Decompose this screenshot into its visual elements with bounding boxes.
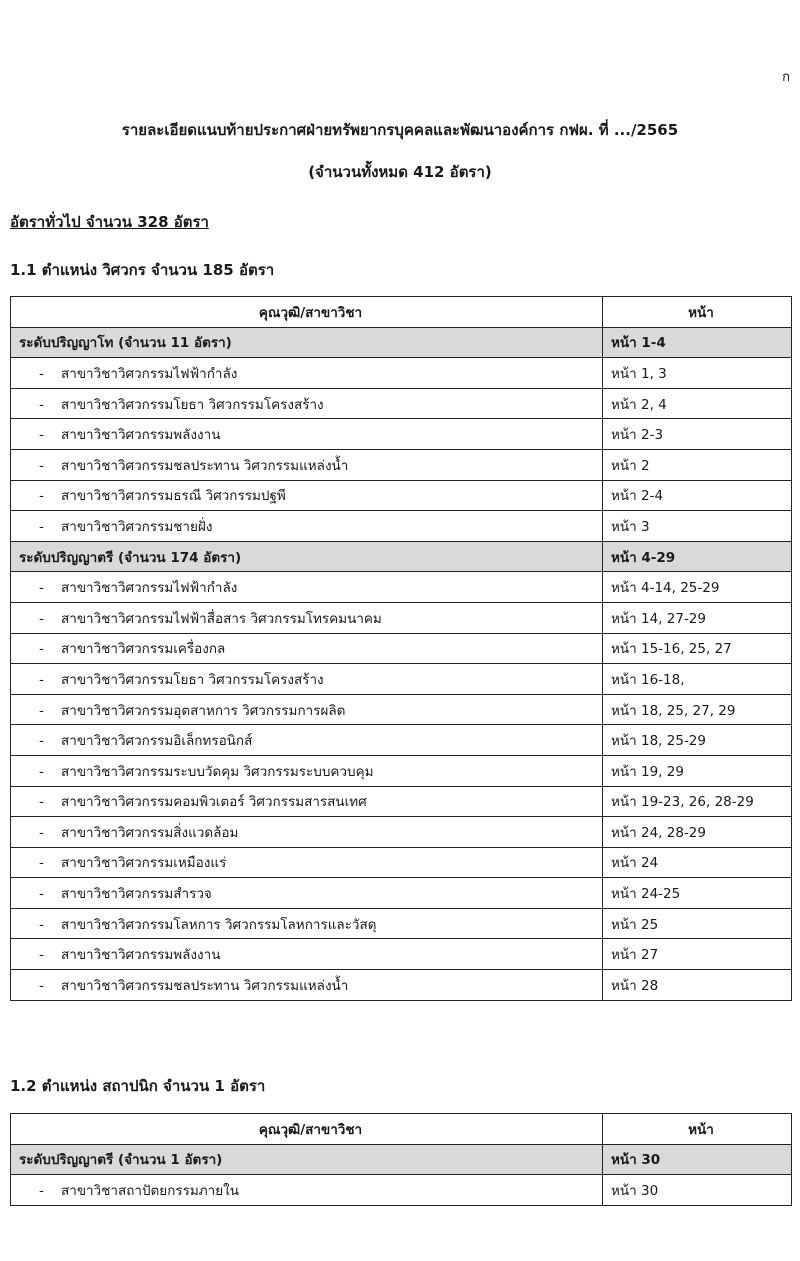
table-row (11, 449, 792, 480)
major-cell (11, 725, 603, 756)
bullet-dash: - (39, 610, 44, 627)
table-row (11, 817, 792, 848)
column-header-page: หน้า (603, 297, 792, 328)
major-name: สาขาวิชาวิศวกรรมเครื่องกล (61, 641, 226, 658)
major-cell (11, 419, 603, 450)
major-name: สาขาวิชาวิศวกรรมคอมพิวเตอร์ วิศวกรรมสารสนเทศ (61, 794, 367, 811)
major-name: สาขาวิชาวิศวกรรมอุตสาหการ วิศวกรรมการผลิต (61, 702, 346, 719)
major-pages: หน้า 3 (603, 511, 792, 542)
bullet-dash: - (39, 457, 44, 474)
major-pages: หน้า 2-3 (603, 419, 792, 450)
major-cell (11, 572, 603, 603)
column-header-qualification: คุณวุฒิ/สาขาวิชา (11, 297, 603, 328)
major-pages: หน้า 1, 3 (603, 358, 792, 389)
column-header-qualification: คุณวุฒิ/สาขาวิชา (11, 1114, 603, 1145)
degree-level-pages: หน้า 30 (603, 1144, 792, 1175)
major-name: สาขาวิชาวิศวกรรมไฟฟ้ากำลัง (61, 580, 238, 597)
major-cell (11, 633, 603, 664)
major-pages: หน้า 18, 25, 27, 29 (603, 694, 792, 725)
table-row (11, 755, 792, 786)
major-cell (11, 511, 603, 542)
bullet-dash: - (39, 763, 44, 780)
bullet-dash: - (39, 824, 44, 841)
table-row (11, 908, 792, 939)
major-pages: หน้า 18, 25-29 (603, 725, 792, 756)
table-row (11, 633, 792, 664)
bullet-dash: - (39, 518, 44, 535)
section-heading: อัตราทั่วไป จำนวน 328 อัตรา (10, 213, 209, 231)
qualification-table (10, 1113, 792, 1206)
major-pages: หน้า 14, 27-29 (603, 602, 792, 633)
degree-level-row (11, 1144, 792, 1175)
table-row (11, 511, 792, 542)
major-cell (11, 449, 603, 480)
degree-level-label: ระดับปริญญาตรี (จำนวน 174 อัตรา) (11, 541, 603, 572)
table-row (11, 970, 792, 1001)
degree-level-row (11, 541, 792, 572)
major-pages: หน้า 16-18, (603, 664, 792, 695)
table-row (11, 664, 792, 695)
bullet-dash: - (39, 855, 44, 872)
table-header-row (11, 297, 792, 328)
major-pages: หน้า 30 (603, 1175, 792, 1206)
table-row (11, 602, 792, 633)
qualification-table (10, 296, 792, 1001)
table-row (11, 939, 792, 970)
table-row (11, 694, 792, 725)
table-header-row (11, 1114, 792, 1145)
bullet-dash: - (39, 733, 44, 750)
table-row (11, 572, 792, 603)
table-row (11, 480, 792, 511)
major-cell (11, 755, 603, 786)
major-pages: หน้า 24 (603, 847, 792, 878)
major-cell (11, 786, 603, 817)
degree-level-pages: หน้า 1-4 (603, 327, 792, 358)
major-name: สาขาวิชาวิศวกรรมไฟฟ้ากำลัง (61, 365, 238, 382)
bullet-dash: - (39, 488, 44, 505)
bullet-dash: - (39, 671, 44, 688)
major-name: สาขาวิชาวิศวกรรมชลประทาน วิศวกรรมแหล่งน้ำ (61, 457, 349, 474)
table-row (11, 419, 792, 450)
bullet-dash: - (39, 1182, 44, 1199)
table-row (11, 358, 792, 389)
major-cell (11, 664, 603, 695)
major-pages: หน้า 15-16, 25, 27 (603, 633, 792, 664)
major-name: สาขาวิชาวิศวกรรมระบบวัดคุม วิศวกรรมระบบควบคุม (61, 763, 374, 780)
major-name: สาขาวิชาวิศวกรรมเหมืองแร่ (61, 855, 227, 872)
major-cell (11, 388, 603, 419)
table-row (11, 878, 792, 909)
major-name: สาขาวิชาวิศวกรรมธรณี วิศวกรรมปฐพี (61, 488, 286, 505)
bullet-dash: - (39, 580, 44, 597)
major-cell (11, 817, 603, 848)
bullet-dash: - (39, 916, 44, 933)
table-row (11, 786, 792, 817)
bullet-dash: - (39, 977, 44, 994)
major-name: สาขาวิชาวิศวกรรมสิ่งแวดล้อม (61, 824, 239, 841)
bullet-dash: - (39, 427, 44, 444)
position-heading: 1.2 ตำแหน่ง สถาปนิก จำนวน 1 อัตรา (10, 1077, 266, 1095)
major-name: สาขาวิชาวิศวกรรมชลประทาน วิศวกรรมแหล่งน้ำ (61, 977, 349, 994)
major-pages: หน้า 28 (603, 970, 792, 1001)
major-cell (11, 970, 603, 1001)
table-row (11, 725, 792, 756)
major-pages: หน้า 19, 29 (603, 755, 792, 786)
major-pages: หน้า 2, 4 (603, 388, 792, 419)
position-heading: 1.1 ตำแหน่ง วิศวกร จำนวน 185 อัตรา (10, 261, 275, 279)
major-pages: หน้า 2 (603, 449, 792, 480)
major-cell (11, 694, 603, 725)
major-name: สาขาวิชาวิศวกรรมอิเล็กทรอนิกส์ (61, 733, 253, 750)
column-header-page: หน้า (603, 1114, 792, 1145)
major-pages: หน้า 24-25 (603, 878, 792, 909)
bullet-dash: - (39, 947, 44, 964)
table-row (11, 847, 792, 878)
major-name: สาขาวิชาวิศวกรรมโยธา วิศวกรรมโครงสร้าง (61, 671, 324, 688)
bullet-dash: - (39, 702, 44, 719)
bullet-dash: - (39, 365, 44, 382)
major-cell (11, 939, 603, 970)
document-title: รายละเอียดแนบท้ายประกาศฝ่ายทรัพยากรบุคคลและพัฒนาองค์การ กฟผ. ที่ .../2565 (121, 121, 679, 139)
major-cell (11, 908, 603, 939)
major-pages: หน้า 25 (603, 908, 792, 939)
major-name: สาขาวิชาวิศวกรรมสำรวจ (61, 886, 212, 903)
major-name: สาขาวิชาสถาปัตยกรรมภายใน (61, 1182, 239, 1199)
major-cell (11, 847, 603, 878)
degree-level-label: ระดับปริญญาตรี (จำนวน 1 อัตรา) (11, 1144, 603, 1175)
table-row (11, 1175, 792, 1206)
degree-level-pages: หน้า 4-29 (603, 541, 792, 572)
bullet-dash: - (39, 794, 44, 811)
bullet-dash: - (39, 641, 44, 658)
major-cell (11, 602, 603, 633)
bullet-dash: - (39, 886, 44, 903)
major-name: สาขาวิชาวิศวกรรมพลังงาน (61, 427, 221, 444)
page-number: ก (782, 70, 790, 85)
major-pages: หน้า 24, 28-29 (603, 817, 792, 848)
degree-level-label: ระดับปริญญาโท (จำนวน 11 อัตรา) (11, 327, 603, 358)
major-name: สาขาวิชาวิศวกรรมโลหการ วิศวกรรมโลหการและวัสดุ (61, 916, 377, 933)
major-cell (11, 480, 603, 511)
major-pages: หน้า 2-4 (603, 480, 792, 511)
major-name: สาขาวิชาวิศวกรรมโยธา วิศวกรรมโครงสร้าง (61, 396, 324, 413)
major-name: สาขาวิชาวิศวกรรมไฟฟ้าสื่อสาร วิศวกรรมโทรคมนาคม (61, 610, 382, 627)
major-cell (11, 358, 603, 389)
degree-level-row (11, 327, 792, 358)
major-name: สาขาวิชาวิศวกรรมพลังงาน (61, 947, 221, 964)
major-pages: หน้า 19-23, 26, 28-29 (603, 786, 792, 817)
table-row (11, 388, 792, 419)
document-subtitle: (จำนวนทั้งหมด 412 อัตรา) (308, 163, 492, 181)
major-pages: หน้า 4-14, 25-29 (603, 572, 792, 603)
bullet-dash: - (39, 396, 44, 413)
major-pages: หน้า 27 (603, 939, 792, 970)
major-name: สาขาวิชาวิศวกรรมชายฝั่ง (61, 518, 213, 535)
major-cell (11, 878, 603, 909)
major-cell (11, 1175, 603, 1206)
